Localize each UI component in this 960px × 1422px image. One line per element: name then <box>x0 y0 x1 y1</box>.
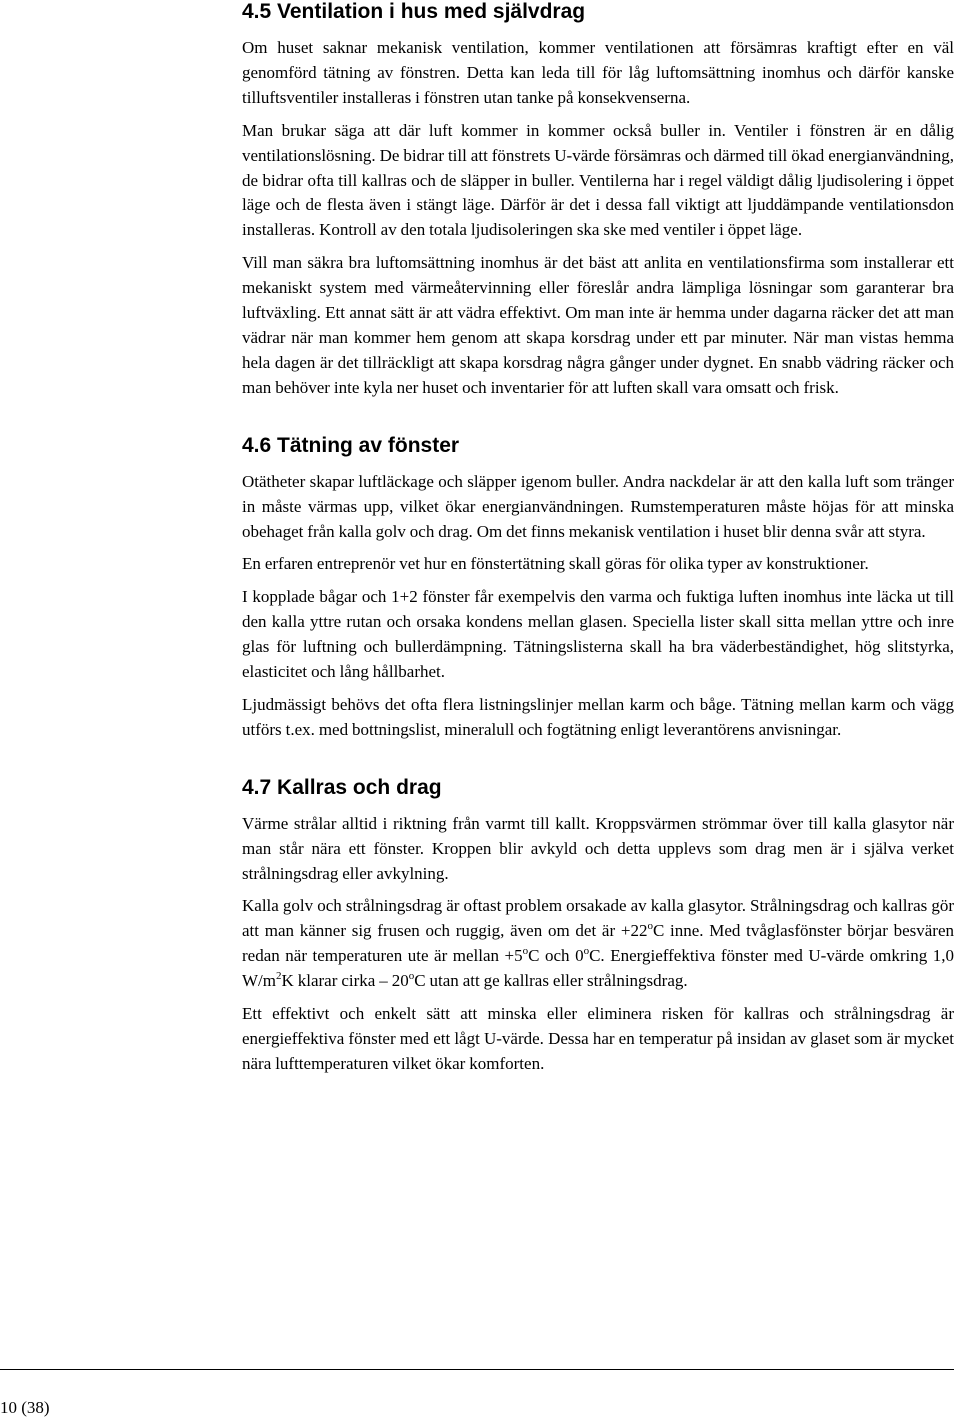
superscript: o <box>583 944 590 957</box>
text-run: C. Energieffektiva fönster med U-värde omkring 1,0 W/m <box>242 946 954 991</box>
page-content <box>242 0 954 1077</box>
text-run: C utan att ge kallras eller strålningsdrag. <box>414 971 688 991</box>
superscript: 2 <box>276 969 282 982</box>
superscript: o <box>408 969 415 982</box>
footer-divider <box>0 1369 954 1370</box>
section-heading: 4.7 Kallras och drag <box>242 775 442 799</box>
paragraph: Ett effektivt och enkelt sätt att minska eller eliminera risken för kallras och strålningsdrag är energieffektiva fönster med ett lågt U-värde. Dessa har en temperatur på insidan av glaset som är mycket nära lufttemperaturen vilket ökar komforten. <box>242 1004 954 1073</box>
section-4-6 <box>242 434 954 743</box>
paragraph: Man brukar säga att där luft kommer in kommer också buller in. Ventiler i fönstren är en dålig ventilationslösning. De bidrar till att fönstrets U-värde försämras och därmed till ökad energianvändning, de bidrar ofta till kallras och de släpper in buller. Ventilerna har i regel väldigt dålig ljudisolering i öppet läge och de flesta även i stängt läge. Därför är det i dessa fall viktigt att ljuddämpande ventilationsdon installeras. Kontroll av den totala ljudisoleringen ska ske med ventiler i öppet läge. <box>242 120 954 240</box>
text-run: Kalla golv och strålningsdrag är oftast problem orsakade av kalla glasytor. Strålningsdrag och kallras gör att man känner sig frusen och ruggig, även om det är +22 <box>242 896 954 941</box>
paragraph: Värme strålar alltid i riktning från varmt till kallt. Kroppsvärmen strömmar över till kalla glasytor när man står nära ett fönster. Kroppen blir avkyld och detta upplevs som drag men är i själva verket strålningsdrag eller avkylning. <box>242 813 954 883</box>
paragraph: I kopplade bågar och 1+2 fönster får exempelvis den varma och fuktiga luften inomhus inte läcka ut till den kalla yttre rutan och orsaka kondens mellan glasen. Speciella lister skall sitta mellan yttre och inre glas för luftning och bullerdämpning. Tätningslisterna skall ha bra väderbeständighet, hög slitstyrka, elasticitet och lång hållbarhet. <box>242 587 954 682</box>
page-number: 10 (38) <box>0 1398 50 1417</box>
section-heading: 4.5 Ventilation i hus med självdrag <box>242 0 586 23</box>
superscript: o <box>647 919 653 932</box>
text-run: C och 0 <box>528 946 584 966</box>
paragraph: Om huset saknar mekanisk ventilation, kommer ventilationen att försämras kraftigt efter en väl genomförd tätning av fönstren. Detta kan leda till för låg luftomsättning inomhus och därför kanske tilluftsventiler installeras i fönstren utan tanke på konsekvenserna. <box>242 38 954 107</box>
paragraph: Vill man säkra bra luftomsättning inomhus är det bäst att anlita en ventilationsfirma som installerar ett mekaniskt system med värmeåtervinning eller föreslår andra lämpliga lösningar som garanterar bra luftväxling. Ett annat sätt är att vädra effektivt. Om man inte är hemma under dagarna räcker det att man vädrar när man kommer hem genom att skapa korsdrag under ett par minuter. När man vistas hemma hela dagen är det tillräckligt att skapa korsdrag några gånger under dygnet. En snabb vädring räcker och man behöver inte kyla ner huset och inventarier för att luften skall vara omsatt och frisk. <box>242 253 954 397</box>
paragraph-with-superscripts <box>242 894 954 994</box>
paragraph: Ljudmässigt behövs det ofta flera listningslinjer mellan karm och båge. Tätning mellan karm och vägg utförs t.ex. med bottningslist, mineralull och fogtätning enligt leverantörens anvisningar. <box>242 694 954 739</box>
text-run: K klarar cirka – 20 <box>281 971 409 991</box>
superscript: o <box>522 944 529 957</box>
section-4-5 <box>242 0 954 401</box>
text-run: C inne. Med tvåglasfönster börjar besvären redan när temperaturen ute är mellan +5 <box>242 921 954 966</box>
paragraph: Otätheter skapar luftläckage och släpper igenom buller. Andra nackdelar är att den kalla luft som tränger in måste värmas upp, vilket ökar energianvändningen. Rumstemperaturen måste höjas för att minska obehaget från kalla golv och drag. Om det finns mekanisk ventilation i huset blir denna svår att styra. <box>242 471 954 541</box>
paragraph: En erfaren entreprenör vet hur en fönstertätning skall göras för olika typer av konstruktioner. <box>242 554 869 574</box>
section-heading: 4.6 Tätning av fönster <box>242 433 460 457</box>
section-4-7 <box>242 776 954 1077</box>
